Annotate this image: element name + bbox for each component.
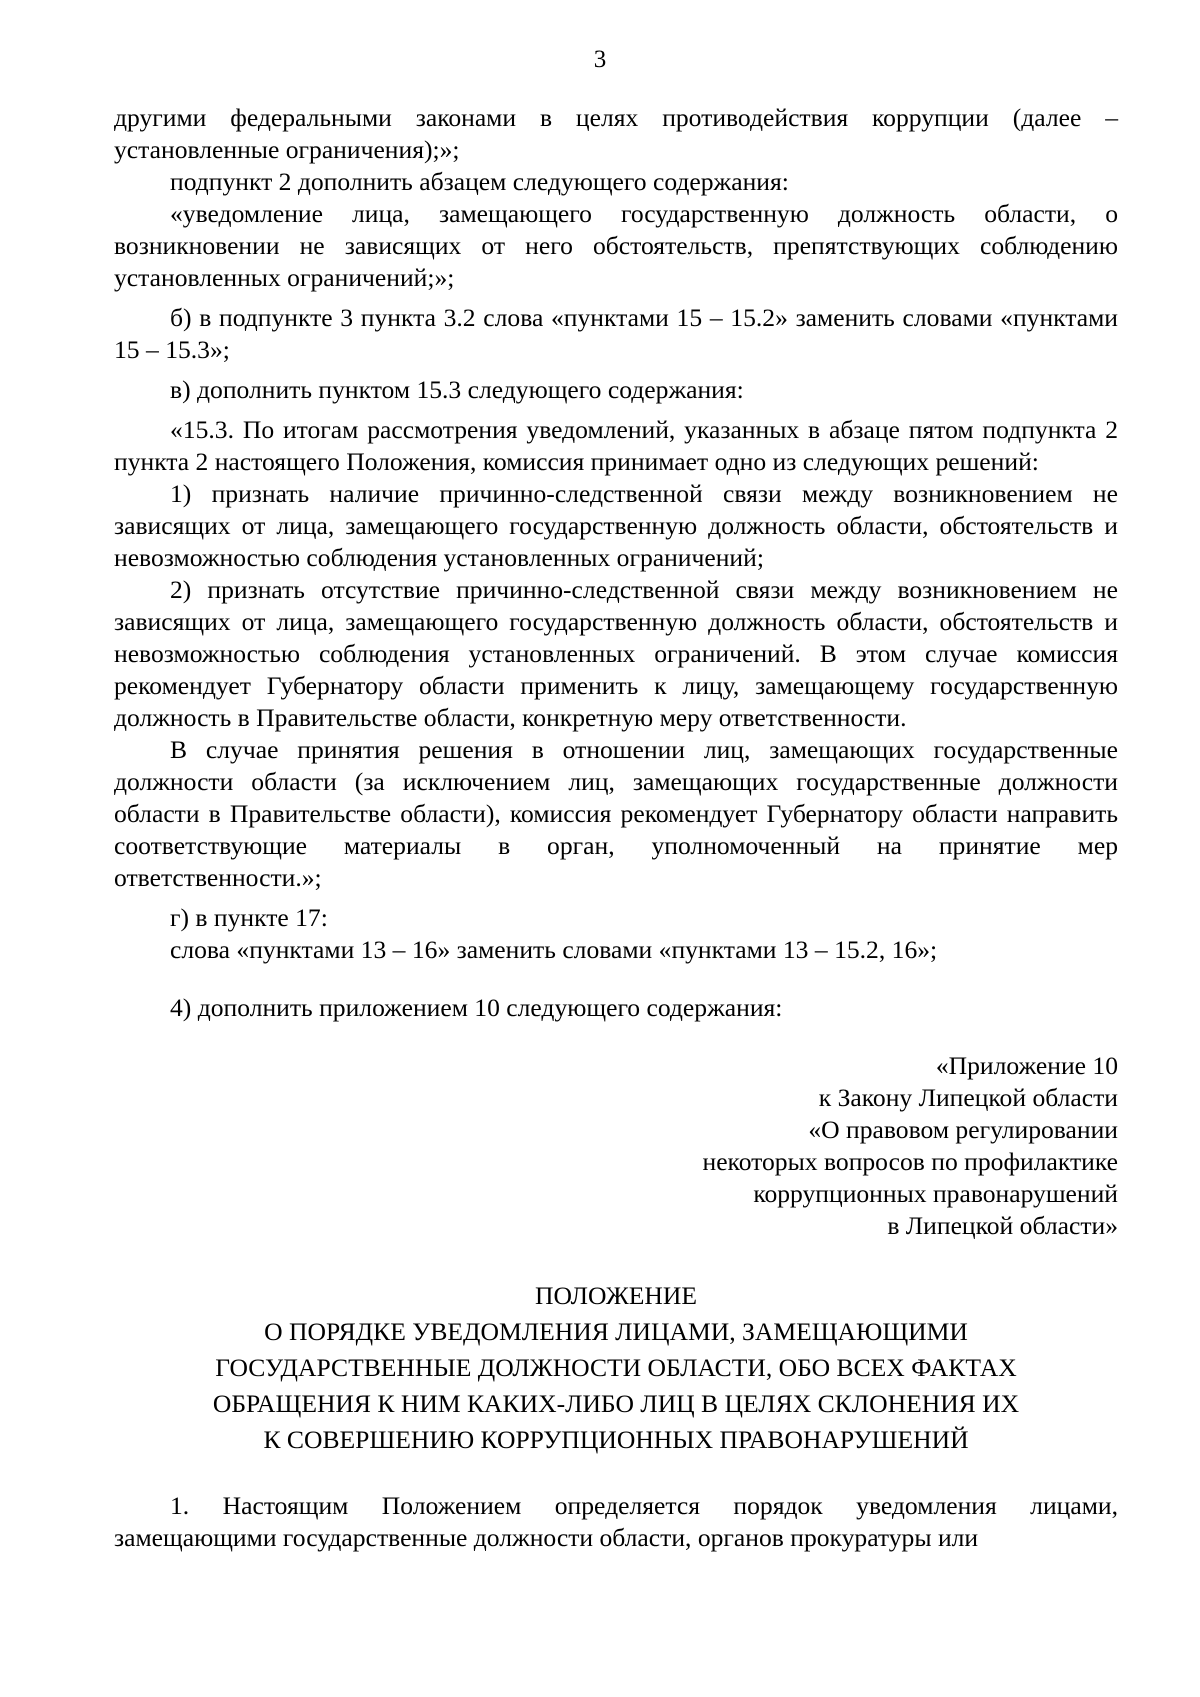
appendix-line-6: в Липецкой области»: [887, 1211, 1118, 1240]
title-line-4: ОБРАЩЕНИЯ К НИМ КАКИХ-ЛИБО ЛИЦ В ЦЕЛЯХ СКЛОНЕНИЯ ИХ: [212, 1389, 1020, 1418]
paragraph-2: подпункт 2 дополнить абзацем следующего содержания:: [170, 167, 789, 196]
title-line-2: О ПОРЯДКЕ УВЕДОМЛЕНИЯ ЛИЦАМИ, ЗАМЕЩАЮЩИМИ: [264, 1317, 968, 1346]
appendix-line-3: «О правовом регулировании: [808, 1115, 1118, 1144]
paragraph-8: 2) признать отсутствие причинно-следственной связи между возникновением не зависящих от лица, замещающего государственную должность области, обстоятельств и невозможностью соблюдения установленных ограничений. В этом случае комиссия рекомендует Губернатору области применить к лицу, замещающему государственную должность в Правительстве области, конкретную меру ответственности.: [114, 575, 1118, 732]
appendix-line-2: к Закону Липецкой области: [818, 1083, 1118, 1112]
appendix-header: [114, 1050, 1118, 1242]
document-body: [114, 102, 1118, 1554]
paragraph-9: В случае принятия решения в отношении лиц, замещающих государственные должности области (за исключением лиц, замещающих государственные должности области в Правительстве области), комиссия рекомендует Губернатору области направить соответствующие материалы в орган, уполномоченный на принятие мер ответственности.»;: [114, 735, 1118, 892]
title-line-5: К СОВЕРШЕНИЮ КОРРУПЦИОННЫХ ПРАВОНАРУШЕНИЙ: [263, 1425, 969, 1454]
paragraph-11: слова «пунктами 13 – 16» заменить словами «пунктами 13 – 15.2, 16»;: [170, 935, 938, 964]
paragraph-1: другими федеральными законами в целях противодействия коррупции (далее – установленные ограничения);»;: [114, 103, 1118, 164]
paragraph-6: «15.3. По итогам рассмотрения уведомлений, указанных в абзаце пятом подпункта 2 пункта 2 настоящего Положения, комиссия принимает одно из следующих решений:: [114, 415, 1118, 476]
appendix-line-1: «Приложение 10: [935, 1051, 1118, 1080]
paragraph-7: 1) признать наличие причинно-следственной связи между возникновением не зависящих от лица, замещающего государственную должность области, обстоятельств и невозможностью соблюдения установленных ограничений;: [114, 479, 1118, 572]
paragraph-12: 4) дополнить приложением 10 следующего содержания:: [170, 993, 783, 1022]
page-number: 3: [593, 46, 607, 73]
paragraph-3: «уведомление лица, замещающего государственную должность области, о возникновении не зависящих от него обстоятельств, препятствующих соблюдению установленных ограничений;»;: [114, 199, 1118, 292]
title-line-3: ГОСУДАРСТВЕННЫЕ ДОЛЖНОСТИ ОБЛАСТИ, ОБО ВСЕХ ФАКТАХ: [215, 1353, 1017, 1382]
title-line-1: ПОЛОЖЕНИЕ: [534, 1281, 698, 1310]
regulation-title: [114, 1278, 1118, 1458]
appendix-line-5: коррупционных правонарушений: [753, 1179, 1118, 1208]
paragraph-4: б) в подпункте 3 пункта 3.2 слова «пунктами 15 – 15.2» заменить словами «пунктами 15 – 15.3»;: [114, 303, 1118, 364]
appendix-line-4: некоторых вопросов по профилактике: [702, 1147, 1118, 1176]
final-paragraph: 1. Настоящим Положением определяется порядок уведомления лицами, замещающими государственные должности области, органов прокуратуры или: [114, 1491, 1118, 1552]
paragraph-5: в) дополнить пунктом 15.3 следующего содержания:: [170, 375, 744, 404]
paragraph-10: г) в пункте 17:: [170, 903, 328, 932]
